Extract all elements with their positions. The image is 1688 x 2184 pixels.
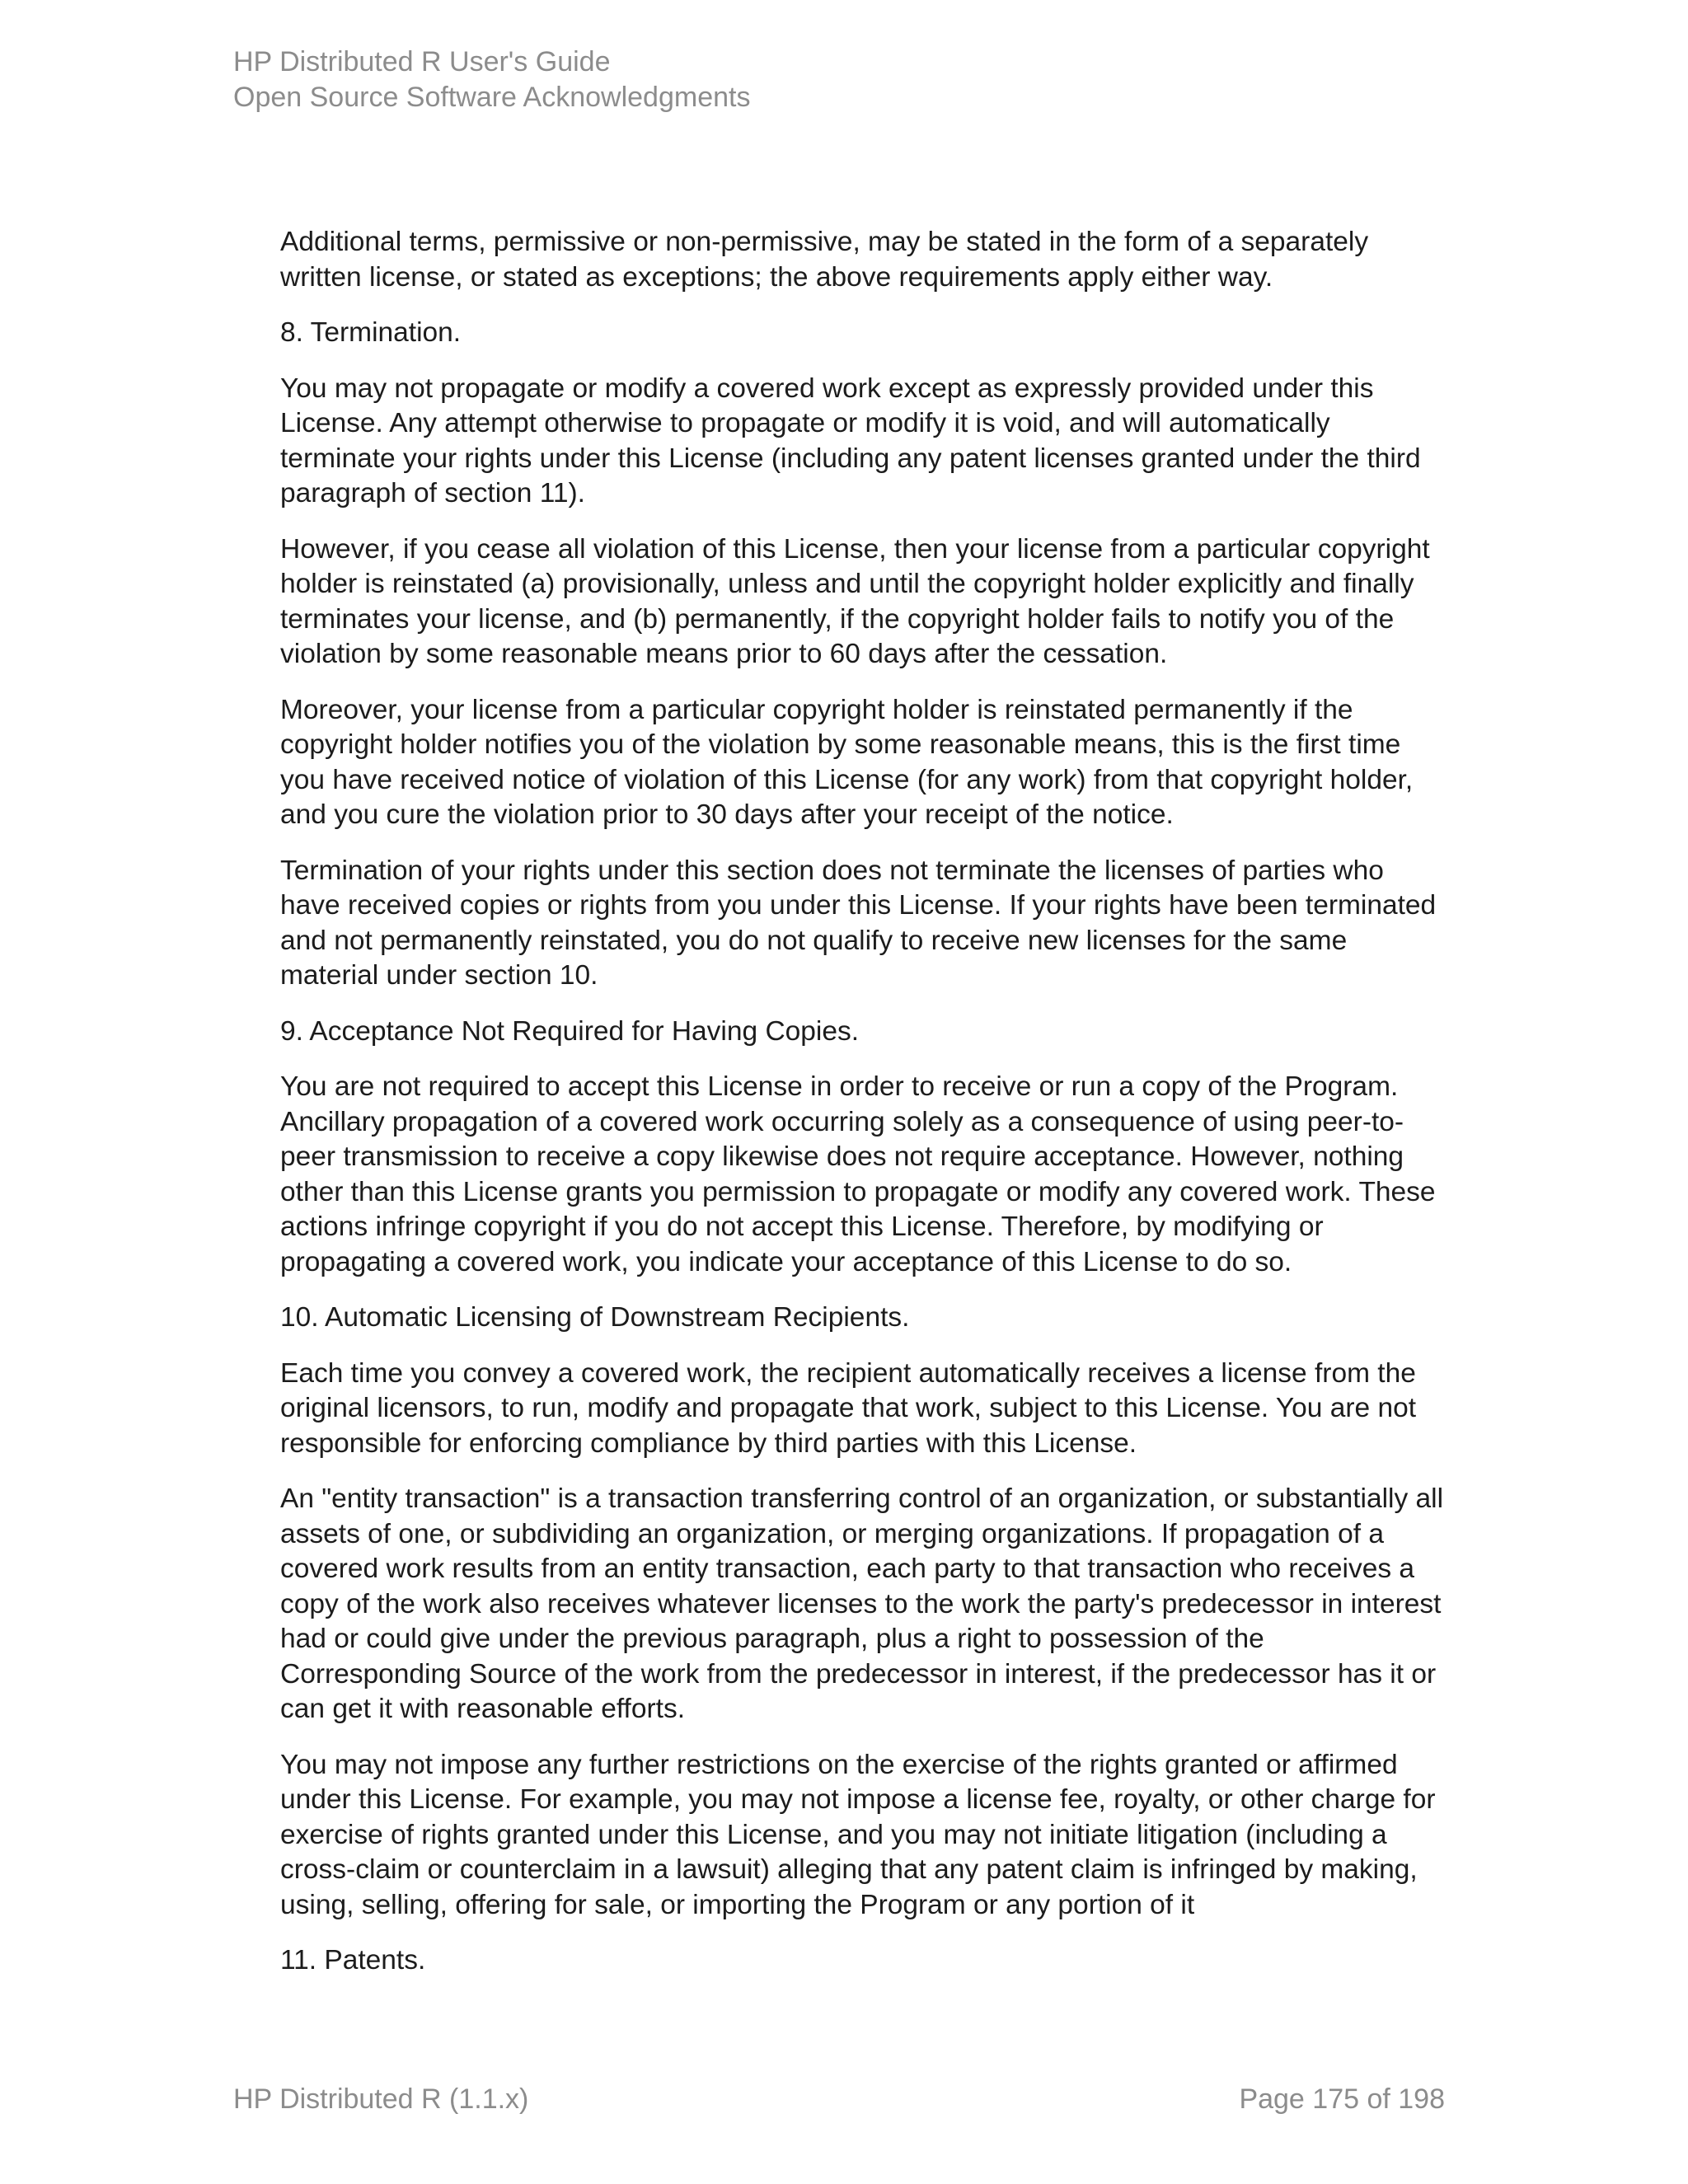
paragraph-automatic-licensing-2: An "entity transaction" is a transaction transferring control of an organization, or substantially all assets of one, or subdividing an organization, or merging organizations. If propagation of a covered work results from an entity transaction, each party to that transaction who receives a copy of the work also receives whatever licenses to the work the party's predecessor in interest had or could give under the previous paragraph, plus a right to possession of the Corresponding Source of the work from the predecessor in interest, if the predecessor has it or can get it with reasonable efforts. <box>280 1483 1444 1724</box>
heading-patents: 11. Patents. <box>280 1945 426 1975</box>
paragraph-termination-4: Termination of your rights under this section does not terminate the licenses of parties who have received copies or rights from you under this License. If your rights have been terminated and not permanently reinstated, you do not qualify to receive new licenses for the same material under section 10. <box>280 855 1437 991</box>
page-header <box>233 45 750 115</box>
paragraph-termination-2: However, if you cease all violation of this License, then your license from a particular copyright holder is reinstated (a) provisionally, unless and until the copyright holder explicitly and finally terminates your license, and (b) permanently, if the copyright holder fails to notify you of the violation by some reasonable means prior to 60 days after the cessation. <box>280 533 1430 669</box>
paragraph-termination-1: You may not propagate or modify a covered work except as expressly provided under this License. Any attempt otherwise to propagate or modify it is void, and will automatically terminate your rights under this License (including any patent licenses granted under the third paragraph of section 11). <box>280 373 1421 509</box>
page-number: Page 175 of 198 <box>1239 2083 1445 2115</box>
paragraph-termination-3: Moreover, your license from a particular copyright holder is reinstated permanently if the copyright holder notifies you of the violation by some reasonable means, this is the first time you have received notice of violation of this License (for any work) from that copyright holder, and you cure the violation prior to 30 days after your receipt of the notice. <box>280 694 1414 830</box>
paragraph-acceptance: You are not required to accept this License in order to receive or run a copy of the Program. Ancillary propagation of a covered work occurring solely as a consequence of using peer-to-peer transmission to receive a copy likewise does not require acceptance. However, nothing other than this License grants you permission to propagate or modify any covered work. These actions infringe copyright if you do not accept this License. Therefore, by modifying or propagating a covered work, you indicate your acceptance of this License to do so. <box>280 1071 1436 1277</box>
section-title: Open Source Software Acknowledgments <box>233 82 751 113</box>
heading-automatic-licensing: 10. Automatic Licensing of Downstream Recipients. <box>280 1302 910 1333</box>
book-title: HP Distributed R User's Guide <box>233 46 611 77</box>
paragraph-automatic-licensing-1: Each time you convey a covered work, the recipient automatically receives a license from the original licensors, to run, modify and propagate that work, subject to this License. You are not responsible for enforcing compliance by third parties with this License. <box>280 1357 1417 1459</box>
heading-termination: 8. Termination. <box>280 317 462 348</box>
paragraph-additional-terms: Additional terms, permissive or non-permissive, may be stated in the form of a separately written license, or stated as exceptions; the above requirements apply either way. <box>280 227 1369 293</box>
heading-acceptance: 9. Acceptance Not Required for Having Copies. <box>280 1015 860 1047</box>
footer-product: HP Distributed R (1.1.x) <box>233 2083 529 2115</box>
document-body <box>280 225 1451 1999</box>
paragraph-automatic-licensing-3: You may not impose any further restrictions on the exercise of the rights granted or affirmed under this License. For example, you may not impose a license fee, royalty, or other charge for exercise of rights granted under this License, and you may not initiate litigation (including a cross-claim or counterclaim in a lawsuit) alleging that any patent claim is infringed by making, using, selling, offering for sale, or importing the Program or any portion of it <box>280 1749 1436 1920</box>
